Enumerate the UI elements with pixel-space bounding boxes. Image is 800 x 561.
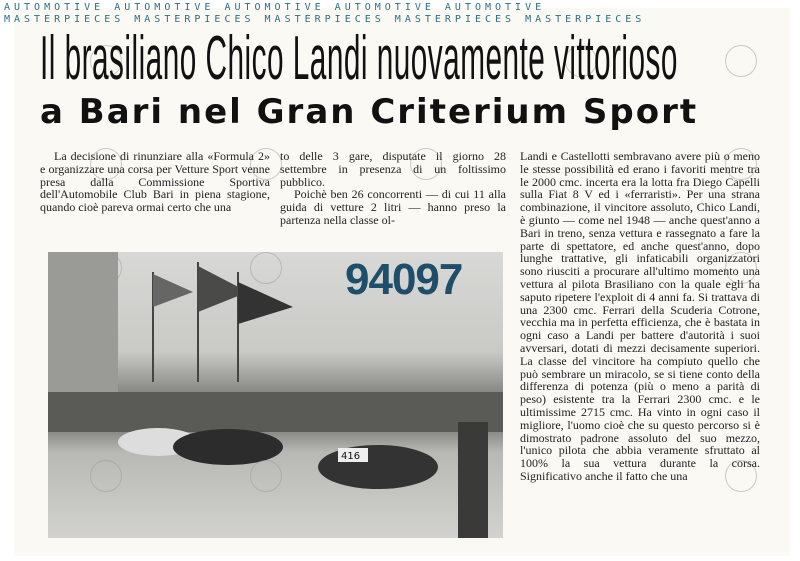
watermark-ring-icon [90, 252, 122, 284]
headline-line-2: a Bari nel Gran Criterium Sport [40, 92, 699, 132]
crowd [48, 392, 503, 432]
flag [238, 282, 293, 324]
flag [153, 274, 193, 307]
column-2-paragraph-1: to delle 3 gare, disputate il giorno 28 settembre in presenza di un foltissimo pubblico. [280, 149, 506, 189]
watermark-ring-icon [725, 45, 757, 77]
headline-line-1: Il brasiliano Chico Landi nuovamente vittorioso [40, 24, 678, 93]
article-column-2 [280, 150, 506, 227]
watermark-masterpieces: MASTERPIECES MASTERPIECES MASTERPIECES MASTERPIECES MASTERPIECES [4, 14, 646, 25]
watermark-ring-icon [250, 460, 282, 492]
article-column-1 [40, 150, 270, 214]
watermark-automotive: AUTOMOTIVE AUTOMOTIVE AUTOMOTIVE AUTOMOTIVE AUTOMOTIVE [4, 2, 546, 13]
stamp-number: 94097 [345, 255, 463, 304]
column-2-paragraph-2: Poichè ben 26 concorrenti — di cui 11 alla guida di vetture 2 litri — hanno preso la partenza nella classe ol- [280, 187, 506, 227]
watermark-ring-icon [90, 460, 122, 492]
article-column-3 [520, 150, 760, 483]
column-1-text: La decisione di rinunziare alla «Formula 2» e organizzare una corsa per Vetture Sport venne presa dalla Commissione Sportiva dell'Automobile Club Bari in piena stagione, quando cioè pareva ormai certo che una [40, 149, 270, 215]
spectator [458, 422, 488, 538]
race-car-416 [318, 445, 438, 489]
watermark-ring-icon [250, 252, 282, 284]
column-3-text: Landi e Castellotti sembravano avere più o meno le stesse possibilità ed erano i favoriti mentre tra le 2000 cmc. incerta era la lotta fra Diego Capelli sulla Fiat 8 V ed i «ferraristi». Per una strana combinazione, il vincitore assoluto, Chico Landi, è giunto — come nel 1948 — anche quest'anno a Bari in treno, senza vettura e rassegnato a fare la parte di spettatore, ed anche quest'anno, dopo lunghe trattative, gli infaticabili organizzatori sono riusciti a procurare all'ultimo momento una vettura al pilota Brasiliano con la quale egli ha saputo ripetere l'exploit di 4 anni fa. Si trattava di una 2300 cmc. Ferrari della Scuderia Cotrone, vecchia ma in perfetta efficienza, che è bastata in ogni caso a Landi per battere d'autorità i suoi avversari, dotati di mezzi decisamente superiori. La classe del vincitore ha compiuto quello che può sembrare un miracolo, se si tiene conto della differenza di potenza (più o meno a parità di peso) esistente tra la Ferrari 2300 cmc. e le ultimissime 2715 cmc. Ha vinto in ogni caso il migliore, l'uomo cioè che su questo percorso si è dimostrato padrone assoluto del suo mezzo, l'unico pilota che abbia veramente sfruttato al 100% la sua vettura durante la corsa. Significativo anche il fatto che una [520, 149, 760, 483]
car-number: 416 [341, 451, 361, 462]
